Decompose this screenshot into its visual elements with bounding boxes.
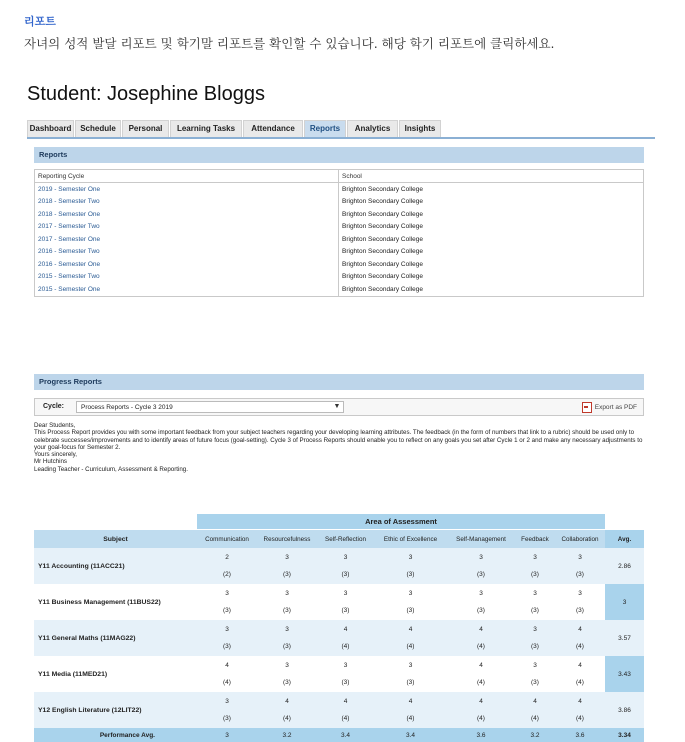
report-cycle-link[interactable]: 2015 - Semester One bbox=[35, 283, 339, 296]
school-cell: Brighton Secondary College bbox=[339, 246, 644, 259]
score-cell bbox=[317, 620, 374, 656]
progress-section-header: Progress Reports bbox=[34, 374, 644, 390]
cycle-select-value: Process Reports - Cycle 3 2019 bbox=[81, 404, 173, 411]
table-row[interactable] bbox=[35, 246, 644, 259]
score-cell bbox=[515, 620, 555, 656]
tab-insights[interactable]: Insights bbox=[399, 120, 441, 137]
score-cell bbox=[555, 584, 605, 620]
performance-label: Performance Avg. bbox=[34, 728, 197, 742]
column-header-self-reflection: Self-Reflection bbox=[317, 530, 374, 548]
previous-score: (3) bbox=[341, 679, 350, 686]
column-header-ethic-of-excellence: Ethic of Excellence bbox=[374, 530, 447, 548]
export-pdf-label: Export as PDF bbox=[594, 404, 637, 411]
previous-score: (3) bbox=[283, 643, 291, 650]
score: 3 bbox=[225, 698, 229, 705]
score: 4 bbox=[225, 662, 229, 669]
subject-name: Y11 Media (11MED21) bbox=[38, 670, 108, 678]
score-cell bbox=[447, 620, 515, 656]
score: 3 bbox=[343, 554, 348, 561]
score-cell bbox=[447, 692, 515, 728]
page-description: 자녀의 성적 발달 리포트 및 학기말 리포트를 확인할 수 있습니다. 해당 학기 리포트에 클릭하세요. bbox=[24, 36, 555, 51]
previous-score: (4) bbox=[406, 643, 415, 650]
column-header-school: School bbox=[339, 170, 644, 183]
previous-score: (4) bbox=[531, 715, 539, 722]
score: 3 bbox=[408, 554, 413, 561]
score-cell bbox=[555, 620, 605, 656]
score-cell bbox=[317, 548, 374, 584]
score-cell bbox=[197, 548, 257, 584]
score-cell bbox=[555, 656, 605, 692]
tab-schedule[interactable]: Schedule bbox=[75, 120, 121, 137]
tab-learning-tasks[interactable]: Learning Tasks bbox=[170, 120, 242, 137]
table-row[interactable] bbox=[35, 271, 644, 284]
table-row[interactable] bbox=[35, 208, 644, 221]
report-cycle-link[interactable]: 2019 - Semester One bbox=[35, 183, 339, 196]
cycle-label: Cycle: bbox=[43, 403, 65, 410]
score: 4 bbox=[578, 626, 582, 633]
column-header-resourcefulness: Resourcefulness bbox=[257, 530, 317, 548]
column-header-self-management: Self-Management bbox=[447, 530, 515, 548]
letter-line: Yours sincerely, bbox=[34, 451, 77, 459]
performance-value: 3.2 bbox=[515, 728, 555, 742]
score: 3 bbox=[578, 590, 582, 597]
score-cell bbox=[447, 584, 515, 620]
score: 2 bbox=[225, 554, 229, 561]
previous-score: (3) bbox=[341, 607, 350, 614]
score-cell bbox=[515, 656, 555, 692]
report-cycle-link[interactable]: 2016 - Semester One bbox=[35, 258, 339, 271]
score: 3 bbox=[408, 662, 413, 669]
letter-line: Dear Students, bbox=[34, 422, 76, 429]
cycle-bar bbox=[34, 398, 644, 416]
reports-panel bbox=[27, 137, 655, 739]
score: 4 bbox=[578, 698, 582, 705]
previous-score: (4) bbox=[576, 679, 584, 686]
subject-average: 3.86 bbox=[605, 692, 644, 728]
score: 3 bbox=[285, 626, 289, 633]
letter-line: Leading Teacher - Curriculum, Assessment & Reporting. bbox=[34, 465, 188, 473]
table-row bbox=[34, 692, 644, 728]
previous-score: (3) bbox=[576, 571, 584, 578]
score: 3 bbox=[285, 554, 289, 561]
previous-score: (4) bbox=[576, 715, 584, 722]
subject-average: 2.86 bbox=[605, 548, 644, 584]
previous-score: (4) bbox=[576, 643, 584, 650]
score-cell bbox=[317, 584, 374, 620]
score: 4 bbox=[343, 626, 348, 633]
table-row bbox=[34, 584, 644, 620]
score-cell bbox=[197, 620, 257, 656]
performance-value: 3.4 bbox=[317, 728, 374, 742]
previous-score: (4) bbox=[406, 715, 415, 722]
score: 3 bbox=[533, 554, 537, 561]
tab-dashboard[interactable]: Dashboard bbox=[27, 120, 74, 137]
table-row[interactable] bbox=[35, 258, 644, 271]
previous-score: (3) bbox=[223, 643, 231, 650]
score-cell bbox=[197, 584, 257, 620]
score-cell bbox=[317, 656, 374, 692]
score: 3 bbox=[225, 626, 229, 633]
performance-value: 3 bbox=[197, 728, 257, 742]
tab-bar bbox=[27, 120, 442, 137]
subject-header: Subject bbox=[34, 530, 197, 548]
table-row[interactable] bbox=[35, 283, 644, 296]
score-cell bbox=[374, 620, 447, 656]
report-cycle-link[interactable]: 2017 - Semester Two bbox=[35, 221, 339, 234]
score-cell bbox=[197, 692, 257, 728]
score-cell bbox=[257, 692, 317, 728]
score-cell bbox=[555, 548, 605, 584]
school-cell: Brighton Secondary College bbox=[339, 271, 644, 284]
score-cell bbox=[447, 656, 515, 692]
score: 4 bbox=[408, 698, 413, 705]
previous-score: (3) bbox=[283, 679, 291, 686]
report-cycle-link[interactable]: 2018 - Semester Two bbox=[35, 196, 339, 209]
performance-value: 3.6 bbox=[555, 728, 605, 742]
score: 3 bbox=[285, 590, 289, 597]
report-cycle-link[interactable]: 2018 - Semester One bbox=[35, 208, 339, 221]
table-row bbox=[34, 548, 644, 584]
reports-table bbox=[34, 169, 644, 297]
score-cell bbox=[374, 692, 447, 728]
column-header-feedback: Feedback bbox=[515, 530, 555, 548]
score: 3 bbox=[533, 662, 537, 669]
subject-average: 3.57 bbox=[605, 620, 644, 656]
previous-score: (3) bbox=[531, 643, 539, 650]
reports-section-header: Reports bbox=[34, 147, 644, 163]
previous-score: (3) bbox=[341, 571, 350, 578]
cycle-select[interactable] bbox=[76, 401, 344, 413]
previous-score: (4) bbox=[341, 643, 350, 650]
score-cell bbox=[374, 584, 447, 620]
table-row[interactable] bbox=[35, 183, 644, 196]
score: 4 bbox=[285, 698, 289, 705]
column-header-collaboration: Collaboration bbox=[555, 530, 605, 548]
letter-line: This Process Report provides you with some important feedback from your subject teachers regarding your developing learning attributes. The feedback (in the form of numbers that link to a rubric) should be used only to celebrate successes/improvements and to identify areas of future focus (goal-setting). Cycle 3 of Process Reports should enable you to reflect on any goals you set after Cycle 1 or 2 and make any necessary adjustments to your goal-focus for Semester 2. bbox=[34, 429, 643, 451]
score-cell bbox=[515, 584, 555, 620]
score-cell bbox=[555, 692, 605, 728]
subject-average: 3 bbox=[605, 584, 644, 620]
score: 3 bbox=[533, 626, 537, 633]
previous-score: (4) bbox=[477, 679, 485, 686]
overall-average: 3.34 bbox=[605, 728, 644, 742]
score: 3 bbox=[343, 662, 348, 669]
tab-analytics[interactable]: Analytics bbox=[347, 120, 398, 137]
score: 4 bbox=[479, 662, 483, 669]
subject-name: Y11 Accounting (11ACC21) bbox=[34, 548, 197, 584]
previous-score: (4) bbox=[283, 715, 291, 722]
table-row bbox=[34, 656, 644, 692]
score-cell bbox=[515, 548, 555, 584]
subject-name: Y11 Business Management (11BUS22) bbox=[38, 598, 161, 606]
report-cycle-link[interactable]: 2017 - Semester One bbox=[35, 233, 339, 246]
score-cell bbox=[447, 548, 515, 584]
score: 3 bbox=[479, 554, 483, 561]
previous-score: (3) bbox=[531, 571, 539, 578]
table-row[interactable] bbox=[35, 196, 644, 209]
previous-score: (4) bbox=[477, 715, 485, 722]
previous-score: (3) bbox=[223, 607, 231, 614]
previous-score: (3) bbox=[406, 571, 415, 578]
score-cell bbox=[374, 548, 447, 584]
school-cell: Brighton Secondary College bbox=[339, 221, 644, 234]
export-pdf-button[interactable] bbox=[582, 402, 637, 413]
avg-header: Avg. bbox=[605, 530, 644, 548]
school-cell: Brighton Secondary College bbox=[339, 258, 644, 271]
previous-score: (4) bbox=[223, 679, 231, 686]
performance-value: 3.2 bbox=[257, 728, 317, 742]
school-cell: Brighton Secondary College bbox=[339, 283, 644, 296]
score-cell bbox=[257, 584, 317, 620]
report-cycle-link[interactable]: 2015 - Semester Two bbox=[35, 271, 339, 284]
teacher-letter bbox=[34, 422, 649, 473]
table-row[interactable] bbox=[35, 221, 644, 234]
page-title: 리포트 bbox=[24, 15, 56, 28]
score: 3 bbox=[343, 590, 348, 597]
pdf-icon bbox=[582, 402, 592, 413]
score: 4 bbox=[533, 698, 537, 705]
letter-line: Mr Hutchins bbox=[34, 458, 68, 466]
previous-score: (3) bbox=[531, 679, 539, 686]
tab-reports[interactable]: Reports bbox=[304, 120, 346, 137]
score-cell bbox=[257, 656, 317, 692]
previous-score: (3) bbox=[283, 571, 291, 578]
score: 4 bbox=[578, 662, 582, 669]
score-cell bbox=[257, 548, 317, 584]
school-cell: Brighton Secondary College bbox=[339, 208, 644, 221]
tab-personal[interactable]: Personal bbox=[122, 120, 169, 137]
table-row[interactable] bbox=[35, 233, 644, 246]
previous-score: (3) bbox=[283, 607, 291, 614]
previous-score: (2) bbox=[223, 571, 231, 578]
score: 3 bbox=[578, 554, 582, 561]
portal-screenshot bbox=[27, 80, 655, 739]
area-of-assessment-header: Area of Assessment bbox=[197, 514, 605, 529]
assessment-table bbox=[34, 530, 644, 742]
performance-value: 3.6 bbox=[447, 728, 515, 742]
score: 3 bbox=[285, 662, 289, 669]
previous-score: (3) bbox=[477, 571, 485, 578]
previous-score: (3) bbox=[406, 607, 415, 614]
previous-score: (4) bbox=[477, 643, 485, 650]
previous-score: (3) bbox=[477, 607, 485, 614]
chevron-down-icon[interactable]: ▼ bbox=[333, 403, 341, 410]
subject-name: Y11 General Maths (11MAG22) bbox=[34, 620, 197, 656]
previous-score: (3) bbox=[531, 607, 539, 614]
score: 3 bbox=[408, 590, 413, 597]
score: 3 bbox=[479, 590, 483, 597]
score: 4 bbox=[479, 698, 483, 705]
school-cell: Brighton Secondary College bbox=[339, 196, 644, 209]
previous-score: (4) bbox=[341, 715, 350, 722]
table-row bbox=[34, 620, 644, 656]
subject-name: Y12 English Literature (12LIT22) bbox=[34, 692, 197, 728]
score-cell bbox=[374, 656, 447, 692]
school-cell: Brighton Secondary College bbox=[339, 233, 644, 246]
previous-score: (3) bbox=[406, 679, 415, 686]
column-header-communication: Communication bbox=[197, 530, 257, 548]
performance-average-row bbox=[34, 728, 644, 742]
performance-value: 3.4 bbox=[374, 728, 447, 742]
score-cell bbox=[515, 692, 555, 728]
score-cell bbox=[257, 620, 317, 656]
previous-score: (3) bbox=[576, 607, 584, 614]
school-cell: Brighton Secondary College bbox=[339, 183, 644, 196]
score: 4 bbox=[408, 626, 413, 633]
previous-score: (3) bbox=[223, 715, 231, 722]
score: 3 bbox=[533, 590, 537, 597]
score-cell bbox=[317, 692, 374, 728]
score: 4 bbox=[343, 698, 348, 705]
score: 4 bbox=[479, 626, 483, 633]
score-cell bbox=[197, 656, 257, 692]
score: 3 bbox=[225, 590, 229, 597]
student-title: Student: Josephine Bloggs bbox=[27, 83, 265, 105]
report-cycle-link[interactable]: 2016 - Semester Two bbox=[35, 246, 339, 259]
subject-average: 3.43 bbox=[605, 656, 644, 692]
column-header-reporting-cycle: Reporting Cycle bbox=[35, 170, 339, 183]
tab-attendance[interactable]: Attendance bbox=[243, 120, 303, 137]
